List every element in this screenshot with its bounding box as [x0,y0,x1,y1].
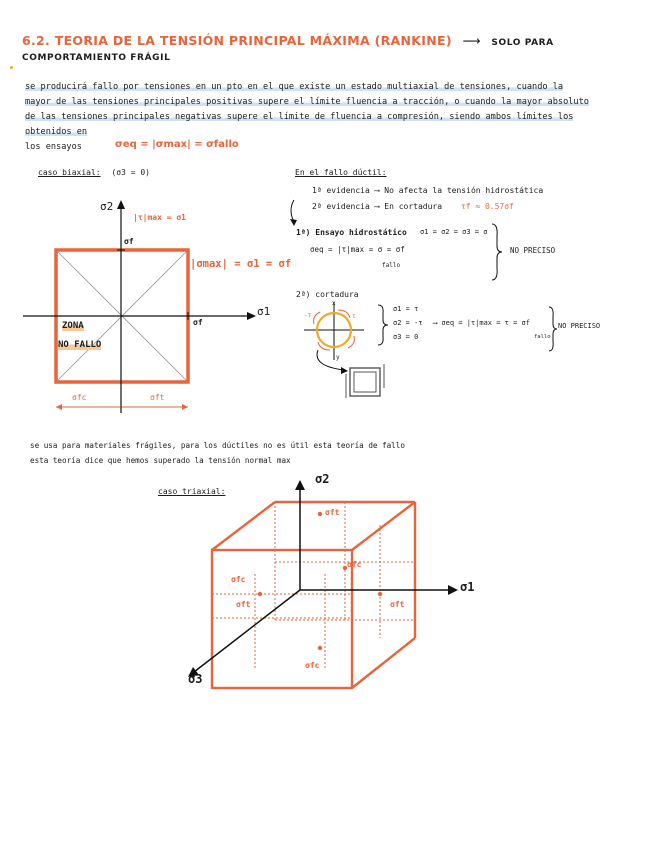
tri-axis-sigma3: σ3 [188,672,203,686]
tri-label-top: σft [325,508,340,517]
arrow-right-icon [448,585,458,595]
orange-dot [10,66,13,69]
label-sigma-f-top: σf [124,237,134,246]
circle-label-tau: τ [352,313,356,320]
test1-subscript: fallo [382,262,401,269]
intro-line-2: mayor de las tensiones principales positivas supere el límite fluencia a tracción, o cuando la mayor absoluto [25,97,589,107]
test2-line-2: σ2 = -τ [393,319,423,327]
arrow-right-icon [247,312,256,320]
test1-result: NO PRECISO [510,246,556,255]
triaxial-heading: caso triaxial: [158,487,226,496]
shear-element [308,348,408,408]
tri-label-left-1: σfc [231,575,246,584]
page-title [22,33,646,63]
dim-label-right: σft [150,393,165,402]
evidence-1: 1ª evidencia ⟶ No afecta la tensión hidrostática [312,186,544,195]
biaxial-heading: caso biaxial: (σ3 = 0) [38,168,150,177]
brace-icon [376,303,390,347]
test1-condition: σ1 = σ2 = σ3 = σ [420,228,488,236]
zone-label-2: NO FALLO [58,340,102,350]
evidence-2: 2ª evidencia ⟶ En cortadura τf ≈ 0.57σf [312,202,514,211]
ductile-heading: En el fallo dúctil: [295,168,387,177]
intro-line-3: de las tensiones principales negativas supere el límite de fluencia a compresión, siendo ambos límites los obtenidos en [25,112,574,137]
brace-icon [490,222,504,282]
test1-equation: σeq = |τ|max = σ = σf [310,245,405,254]
circle-label-x: x [332,300,336,307]
test2-title: 2ª) cortadura [296,290,359,299]
title-text: TEORIA DE LA TENSIÓN PRINCIPAL MÁXIMA (RANKINE) [54,33,452,48]
test2-result: NO PRECISO [558,322,601,330]
section-number: 6.2. [22,33,51,48]
usage-line-2: esta teoría dice que hemos superado la tensión normal max [30,456,291,465]
zone-label-1: ZONA [62,321,84,331]
dim-label-left: σfc [72,393,87,402]
test2-equation: ⟶ σeq = |τ|max = τ = σf [433,319,530,327]
test2-subscript: fallo [534,334,551,340]
label-sigma-f-right: σf [193,318,203,327]
title-note: SOLO PARA COMPORTAMIENTO FRÁGIL [22,38,554,63]
circle-label-y: y [336,354,340,361]
tri-label-left-2: σft [236,600,251,609]
axis-label-sigma1: σ1 [257,305,271,318]
usage-line-1: se usa para materiales frágiles, para los dúctiles no es útil esta teoría de fallo [30,441,405,450]
test2-line-3: σ3 = 0 [393,333,419,341]
tri-axis-sigma1: σ1 [460,580,475,594]
intro-line-4: los ensayos [25,142,82,152]
biaxial-diagram [18,195,288,420]
test2-line-1: σ1 = τ [393,305,419,313]
intro-line-1: se producirá fallo por tensiones en un pto en el que existe un estado multiaxial de tensiones, cuando la [25,82,564,92]
arrow-icon: ⟶ [462,33,481,48]
tri-label-mid: σfc [347,560,362,569]
rankine-formula: σeq = |σmax| = σfallo [115,139,239,150]
label-sigma-max: |σmax| = σ1 = σf [190,258,292,270]
arrow-up-icon [117,200,125,209]
test1-title: 1ª) Ensayo hidrostático [296,228,407,237]
circle-label-minus-tau: -τ [304,312,312,319]
curved-arrow-icon [284,198,304,228]
arrow-up-icon [295,480,305,490]
axis-label-sigma2: σ2 [100,200,114,213]
tri-label-right: σft [390,600,405,609]
triaxial-diagram [180,470,480,695]
label-tau-max: |τ|max = σ1 [133,213,186,222]
tri-label-bottom: σfc [305,661,320,670]
tri-axis-sigma2: σ2 [315,472,330,486]
